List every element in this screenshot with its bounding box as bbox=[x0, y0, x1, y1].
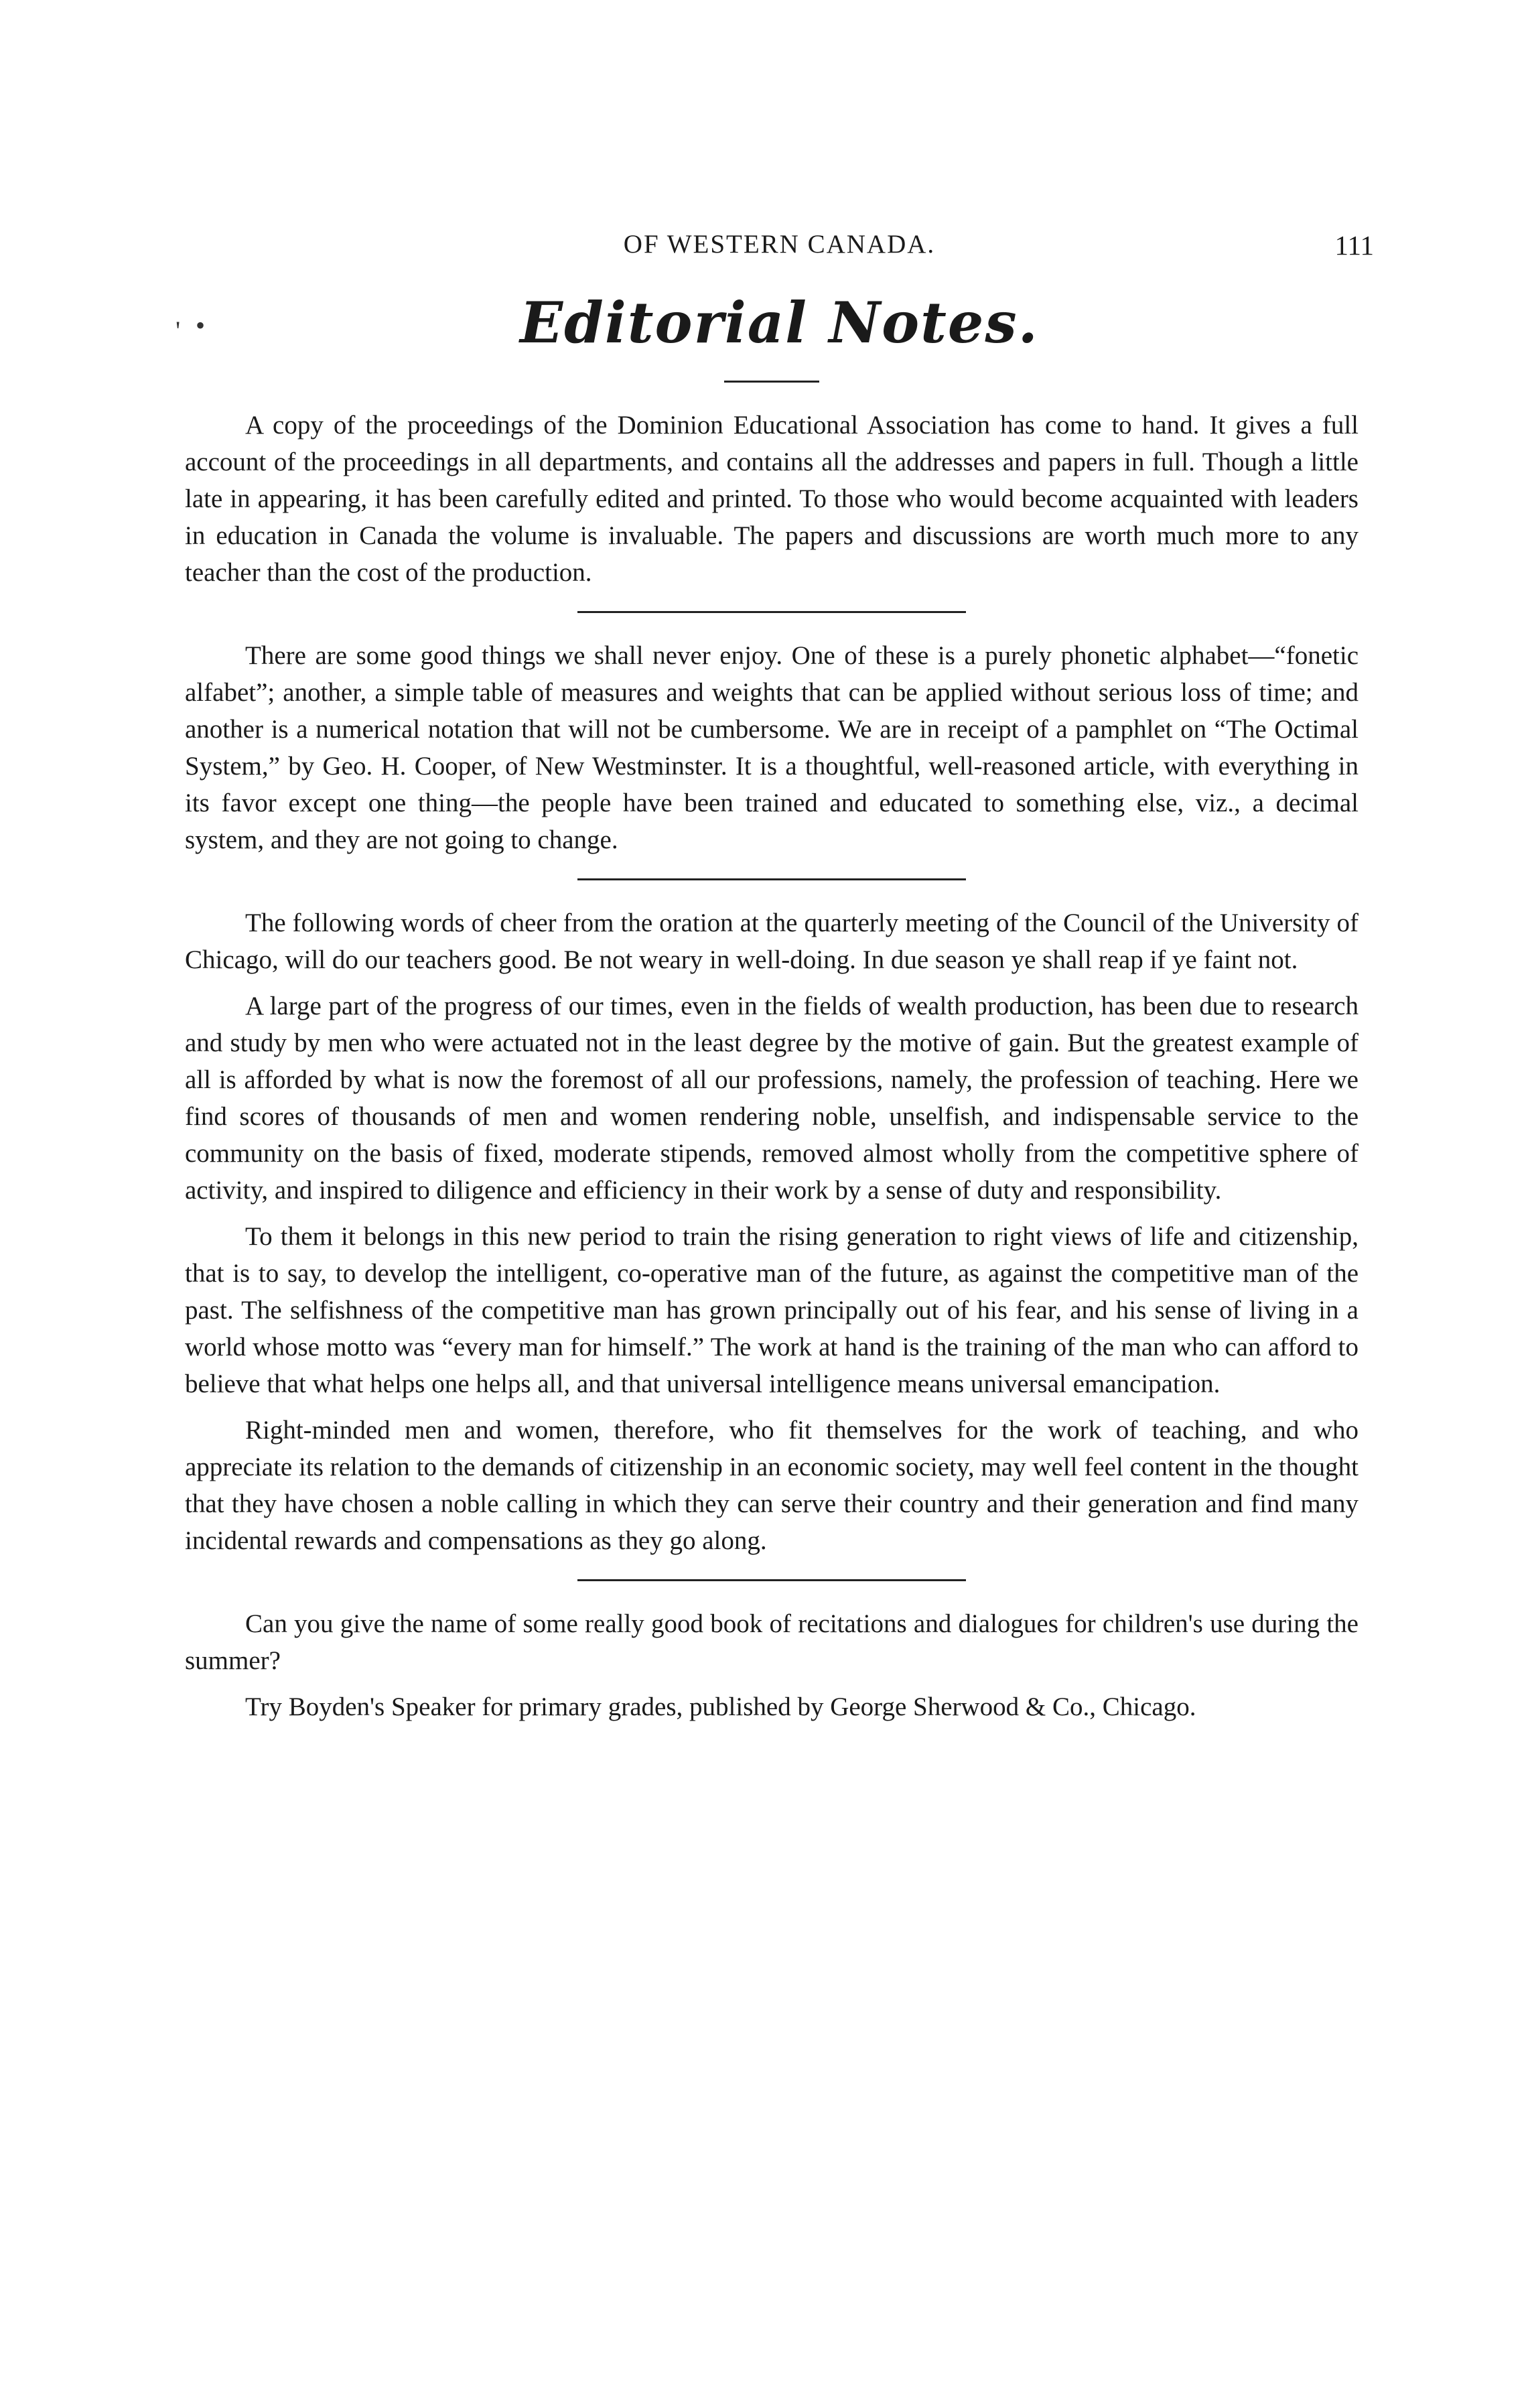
note-recitations-question bbox=[185, 1605, 1359, 1725]
note-words-of-cheer bbox=[185, 905, 1359, 1559]
paragraph: There are some good things we shall never enjoy. One of these is a purely phonetic alphabet—“fonetic alfabet”; another, a simple table of measures and weights that can be applied without serious loss of time; and another is a numerical notation that will not be cumbersome. We are in receipt of a pamphlet on “The Octimal System,” by Geo. H. Cooper, of New Westminster. It is a thoughtful, well-reasoned article, with everything in its favor except one thing—the people have been trained and educated to something else, viz., a decimal system, and they are not going to change. bbox=[185, 641, 1359, 854]
running-title: OF WESTERN CANADA. bbox=[623, 230, 936, 259]
page-number: 111 bbox=[1334, 230, 1374, 261]
paragraph: The following words of cheer from the oration at the quarterly meeting of the Council of the University of Chicago, will do our teachers good. Be not weary in well-doing. In due season ye shall reap if ye faint not. bbox=[185, 909, 1359, 974]
section-divider bbox=[577, 611, 966, 613]
paragraph: A copy of the proceedings of the Dominion Educational Association has come to hand. It gives a full account of the proceedings in all departments, and contains all the addresses and papers in full. Though a little late in appearing, it has been carefully edited and printed. To those who would become acquainted with leaders in education in Canada the volume is invaluable. The papers and discussions are worth much more to any teacher than the cost of the production. bbox=[185, 411, 1359, 587]
note-dominion-association bbox=[185, 407, 1359, 591]
paragraph: Can you give the name of some really good book of recitations and dialogues for children's use during the summer? bbox=[185, 1609, 1359, 1675]
paragraph: A large part of the progress of our times, even in the fields of wealth production, has been due to research and study by men who were actuated not in the least degree by the motive of gain. But the greatest example of all is afforded by what is now the foremost of all our professions, namely, the profession of teaching. Here we find scores of thousands of men and women rendering noble, unselfish, and indispensable service to the community on the basis of fixed, moderate stipends, removed almost wholly from the competitive sphere of activity, and inspired to diligence and efficiency in their work by a sense of duty and responsibility. bbox=[185, 992, 1359, 1205]
paragraph: To them it belongs in this new period to train the rising generation to right views of life and citizenship, that is to say, to develop the intelligent, co-operative man of the future, as against the competitive man of the past. The selfishness of the competitive man has grown principally out of his fear, and his sense of living in a world whose motto was “every man for himself.” The work at hand is the training of the man who can afford to believe that what helps one helps all, and that universal intelligence means universal emancipation. bbox=[185, 1222, 1359, 1398]
editorial-body bbox=[185, 381, 1359, 1725]
paragraph: Try Boyden's Speaker for primary grades, published by George Sherwood & Co., Chicago. bbox=[245, 1692, 1196, 1721]
stray-bullet-mark: • bbox=[196, 310, 206, 340]
note-octimal-system bbox=[185, 637, 1359, 858]
running-head bbox=[185, 229, 1374, 269]
paragraph: Right-minded men and women, therefore, who fit themselves for the work of teaching, and who appreciate its relation to the demands of citizenship in an economic society, may well feel content in the thought that they have chosen a noble calling in which they can serve their country and their generation and find many incidental rewards and compensations as they go along. bbox=[185, 1416, 1359, 1555]
section-heading: Editorial Notes. bbox=[520, 289, 1039, 356]
section-divider bbox=[577, 1579, 966, 1581]
heading-divider bbox=[724, 381, 819, 383]
stray-dot-mark: ' bbox=[176, 316, 181, 346]
section-divider bbox=[577, 878, 966, 880]
